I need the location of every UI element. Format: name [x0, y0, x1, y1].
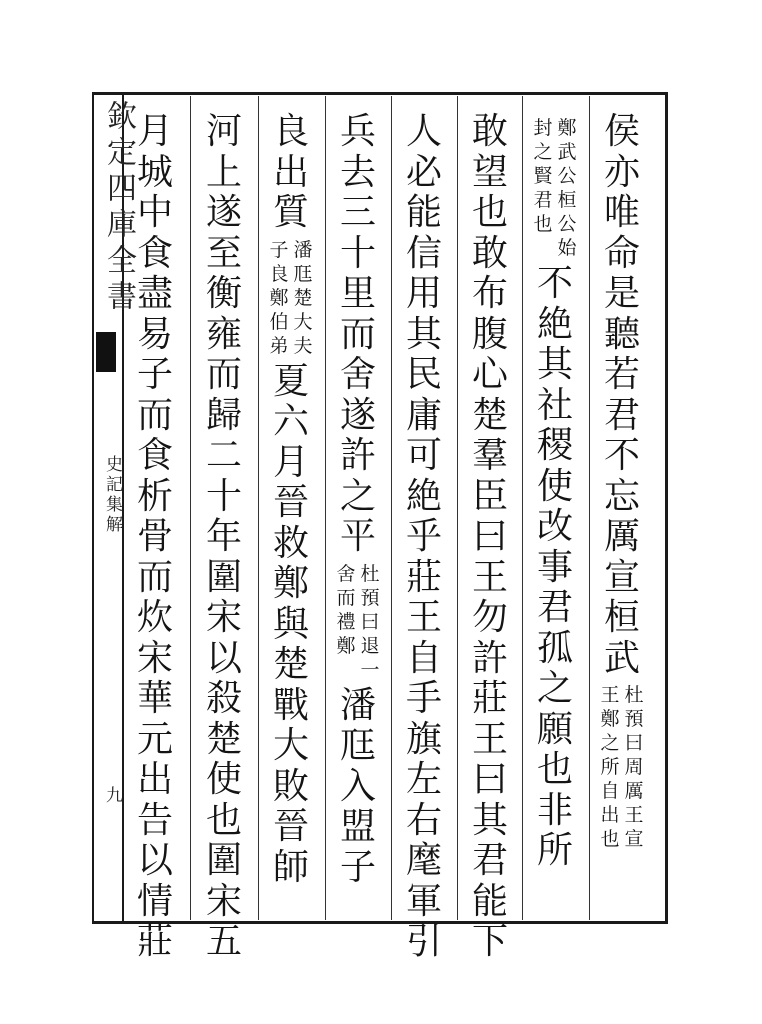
main-char: 厲 [603, 516, 640, 557]
page-frame [92, 92, 668, 924]
main-char: 晉 [272, 482, 309, 523]
note-char: 曰 [360, 610, 380, 633]
main-char: 鄭 [272, 563, 309, 604]
main-char: 君 [536, 587, 573, 628]
note-char: 賢 [533, 165, 553, 187]
main-char: 心 [471, 354, 508, 395]
text-column-main [338, 112, 378, 558]
main-char: 出 [272, 151, 309, 193]
main-char: 良 [272, 111, 309, 152]
main-char: 圍 [205, 840, 242, 881]
note-char: 良 [269, 262, 289, 285]
note-char: 出 [600, 804, 620, 826]
main-char: 不 [603, 435, 640, 476]
main-char: 六 [272, 401, 309, 442]
main-char: 社 [536, 384, 573, 426]
main-char: 忘 [603, 475, 640, 517]
main-char: 人 [405, 111, 442, 152]
text-column-main [602, 112, 642, 679]
main-char: 年 [205, 516, 242, 557]
note-char: 鄭 [557, 117, 577, 139]
column-rule [589, 96, 590, 920]
main-char: 不 [536, 263, 573, 304]
main-char: 之 [339, 475, 376, 517]
main-char: 殺 [205, 678, 242, 719]
main-char: 旗 [405, 718, 442, 760]
main-char: 莊 [136, 921, 173, 962]
main-char: 盟 [339, 806, 376, 847]
main-char: 武 [603, 637, 640, 679]
main-char: 手 [405, 678, 442, 719]
main-char: 絶 [536, 303, 573, 345]
note-char: 周 [624, 756, 644, 778]
main-char: 也 [536, 749, 573, 790]
note-char: 弟 [269, 334, 289, 357]
main-char: 告 [136, 799, 173, 841]
annotation-line [359, 562, 381, 682]
main-char: 宋 [205, 597, 242, 638]
main-char: 王 [471, 556, 508, 598]
note-char: 楚 [293, 286, 313, 309]
main-char: 聽 [603, 313, 640, 355]
main-char: 而 [136, 394, 173, 436]
main-char: 其 [405, 313, 442, 355]
main-char: 城 [136, 151, 173, 193]
main-char: 舍 [339, 354, 376, 395]
main-char: 中 [136, 192, 173, 233]
main-char: 君 [603, 394, 640, 436]
note-char: 曰 [624, 732, 644, 754]
note-char: 而 [336, 586, 356, 609]
annotation-line [623, 683, 645, 851]
main-char: 子 [136, 354, 173, 395]
note-char: 鄭 [600, 708, 620, 730]
main-char: 十 [205, 475, 242, 517]
main-char: 宋 [136, 637, 173, 679]
main-char: 盡 [136, 273, 173, 314]
main-char: 麾 [405, 840, 442, 881]
edge-page-number: 九 [102, 786, 122, 803]
main-char: 軍 [405, 880, 442, 922]
main-char: 唯 [603, 192, 640, 233]
main-char: 敢 [471, 111, 508, 152]
main-char: 下 [471, 921, 508, 962]
annotation-line [556, 116, 578, 260]
main-char: 王 [471, 718, 508, 760]
main-char: 食 [136, 435, 173, 476]
main-char: 月 [136, 111, 173, 152]
note-char: 君 [533, 189, 553, 211]
main-char: 其 [471, 799, 508, 841]
main-char: 也 [205, 799, 242, 841]
main-char: 許 [339, 435, 376, 476]
main-char: 事 [536, 546, 573, 588]
main-char: 曰 [471, 516, 508, 557]
main-char: 也 [471, 192, 508, 233]
main-char: 析 [136, 475, 173, 517]
note-char: 杜 [624, 684, 644, 706]
main-char: 晉 [272, 806, 309, 847]
note-char: 子 [269, 238, 289, 261]
main-char: 宣 [603, 556, 640, 598]
main-char: 與 [272, 603, 309, 645]
main-char: 戰 [272, 684, 309, 726]
note-char: 舍 [336, 562, 356, 585]
main-char: 入 [339, 765, 376, 807]
main-char: 君 [471, 840, 508, 881]
main-char: 潘 [339, 684, 376, 726]
main-char: 食 [136, 232, 173, 274]
note-char: 桓 [557, 189, 577, 211]
note-char: 退 [360, 634, 380, 657]
text-column-main [204, 112, 244, 963]
main-char: 里 [339, 273, 376, 314]
main-char: 以 [205, 637, 242, 679]
text-column-main [271, 362, 311, 889]
main-char: 用 [405, 273, 442, 314]
note-char: 之 [533, 141, 553, 163]
main-char: 布 [471, 273, 508, 314]
main-char: 楚 [205, 718, 242, 760]
column-rule [522, 96, 523, 920]
fish-tail-mark [96, 332, 116, 372]
note-char: 所 [600, 756, 620, 778]
column-rule [457, 96, 458, 920]
main-char: 衡 [205, 273, 242, 314]
main-char: 其 [536, 344, 573, 385]
main-char: 歸 [205, 394, 242, 436]
note-char: 公 [557, 165, 577, 187]
main-char: 非 [536, 789, 573, 831]
column-rule [258, 96, 259, 920]
main-char: 骨 [136, 516, 173, 557]
note-char: 一 [360, 658, 380, 681]
main-char: 至 [205, 232, 242, 274]
main-char: 而 [205, 354, 242, 395]
main-char: 許 [471, 637, 508, 679]
main-char: 華 [136, 678, 173, 719]
note-char: 大 [293, 310, 313, 333]
main-char: 乎 [405, 516, 442, 557]
main-char: 民 [405, 354, 442, 395]
column-rule [325, 96, 326, 920]
text-column-main [338, 686, 378, 889]
main-char: 師 [272, 846, 309, 888]
main-char: 勿 [471, 597, 508, 638]
main-char: 必 [405, 151, 442, 193]
main-char: 右 [405, 799, 442, 841]
note-char: 鄭 [269, 286, 289, 309]
main-char: 能 [405, 192, 442, 233]
note-char: 封 [533, 117, 553, 139]
main-char: 腹 [471, 313, 508, 355]
main-char: 情 [136, 880, 173, 922]
main-char: 雍 [205, 313, 242, 355]
text-column-main [271, 112, 311, 234]
main-char: 臣 [471, 475, 508, 517]
main-char: 王 [405, 597, 442, 638]
main-char: 是 [603, 273, 640, 314]
main-char: 子 [339, 846, 376, 888]
text-column-main [470, 112, 510, 963]
main-char: 元 [136, 718, 173, 760]
note-char: 夫 [293, 334, 313, 357]
main-char: 能 [471, 880, 508, 922]
main-char: 自 [405, 637, 442, 679]
main-char: 若 [603, 354, 640, 395]
main-char: 命 [603, 232, 640, 274]
main-char: 質 [272, 192, 309, 233]
main-char: 遂 [339, 394, 376, 436]
main-char: 救 [272, 522, 309, 564]
note-char: 之 [600, 732, 620, 754]
text-column-main [404, 112, 444, 963]
annotation-note [268, 238, 314, 358]
main-char: 引 [405, 921, 442, 962]
note-char: 杜 [360, 562, 380, 585]
main-char: 可 [405, 435, 442, 476]
note-char: 也 [533, 213, 553, 235]
note-char: 預 [360, 586, 380, 609]
main-char: 炊 [136, 597, 173, 638]
main-char: 曰 [471, 759, 508, 800]
note-char: 也 [600, 828, 620, 850]
note-char: 始 [557, 237, 577, 259]
main-char: 所 [536, 830, 573, 871]
main-char: 庸 [405, 394, 442, 436]
main-char: 易 [136, 313, 173, 355]
main-char: 楚 [272, 644, 309, 685]
main-char: 出 [136, 759, 173, 800]
note-char: 潘 [293, 238, 313, 261]
column-rule [190, 96, 191, 920]
main-char: 夏 [272, 360, 309, 402]
main-char: 侯 [603, 111, 640, 152]
note-char: 鄭 [336, 634, 356, 657]
main-char: 河 [205, 111, 242, 152]
note-char: 公 [557, 213, 577, 235]
main-char: 之 [536, 668, 573, 709]
main-char: 五 [205, 921, 242, 962]
note-char: 尫 [293, 262, 313, 285]
main-char: 月 [272, 441, 309, 483]
column-rule [391, 96, 392, 920]
main-char: 莊 [405, 556, 442, 598]
main-char: 大 [272, 725, 309, 766]
main-char: 楚 [471, 394, 508, 436]
main-char: 桓 [603, 597, 640, 638]
annotation-note [335, 562, 381, 682]
main-char: 孤 [536, 627, 573, 669]
main-char: 亦 [603, 151, 640, 193]
note-char: 宣 [624, 828, 644, 850]
main-char: 上 [205, 151, 242, 193]
main-char: 羣 [471, 435, 508, 476]
note-char: 武 [557, 141, 577, 163]
note-char: 厲 [624, 780, 644, 802]
main-char: 左 [405, 759, 442, 800]
annotation-line [292, 238, 314, 358]
annotation-line [268, 238, 290, 358]
note-char: 禮 [336, 610, 356, 633]
annotation-note [532, 116, 578, 260]
main-char: 信 [405, 232, 442, 274]
main-char: 尫 [339, 725, 376, 766]
main-char: 莊 [471, 678, 508, 719]
text-column-main [535, 264, 575, 872]
main-char: 而 [136, 556, 173, 598]
main-char: 稷 [536, 425, 573, 466]
main-char: 圍 [205, 556, 242, 598]
main-char: 使 [205, 759, 242, 800]
main-char: 改 [536, 506, 573, 547]
main-char: 去 [339, 151, 376, 193]
main-char: 願 [536, 708, 573, 750]
main-char: 望 [471, 151, 508, 193]
note-char: 自 [600, 780, 620, 802]
main-char: 平 [339, 516, 376, 557]
annotation-note [599, 683, 645, 851]
note-char: 王 [600, 684, 620, 706]
main-char: 十 [339, 232, 376, 274]
annotation-line [532, 116, 554, 260]
text-column-main [135, 112, 175, 963]
annotation-line [335, 562, 357, 682]
main-char: 敢 [471, 232, 508, 274]
main-char: 宋 [205, 880, 242, 922]
main-char: 二 [205, 435, 242, 476]
main-char: 三 [339, 192, 376, 233]
main-char: 遂 [205, 192, 242, 233]
main-char: 兵 [339, 111, 376, 152]
note-char: 王 [624, 804, 644, 826]
note-char: 預 [624, 708, 644, 730]
main-char: 絶 [405, 475, 442, 517]
main-char: 敗 [272, 765, 309, 807]
edge-book-title: 史記集解 [102, 455, 122, 535]
main-char: 使 [536, 465, 573, 507]
edge-title: 欽定四庫全書 [101, 100, 136, 316]
main-char: 以 [136, 840, 173, 881]
note-char: 伯 [269, 310, 289, 333]
annotation-line [599, 683, 621, 851]
main-char: 而 [339, 313, 376, 355]
